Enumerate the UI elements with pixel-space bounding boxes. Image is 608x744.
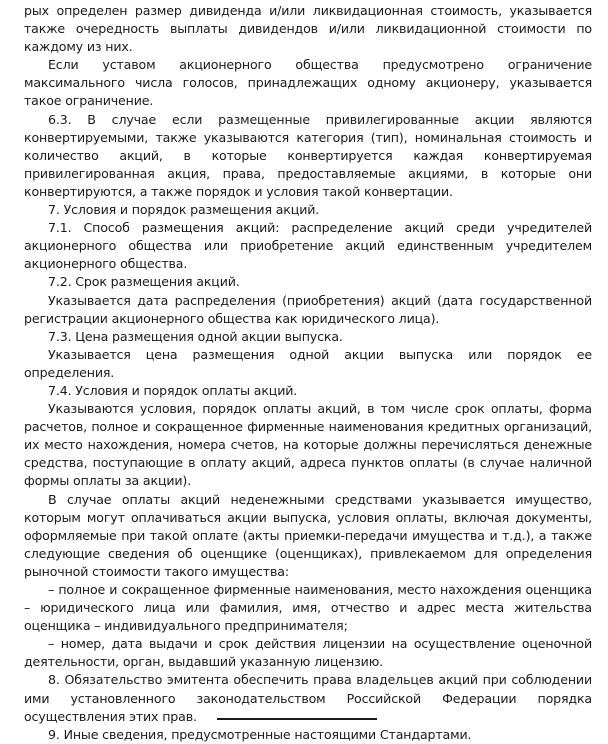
paragraph-7-2-text: Указывается дата распределения (приобретения) акций (дата государственной регистрации акционерного общества как юридического лица). [24,292,592,326]
paragraph-9-other: 9. Иные сведения, предусмотренные настоящими Стандартами. [48,726,472,742]
paragraph-7-4-text: Указываются условия, порядок оплаты акций, в том числе срок оплаты, форма расчетов, полное и сокращенное фирменные наименования кредитных организаций, их место нахождения, номера счетов, на которые должны перечисляться денежные средства, поступающие в оплату акций, адреса пунктов оплаты (в случае наличной формы оплаты за акции). [24,401,592,489]
paragraph-6-3-convertible: 6.3. В случае если размещенные привилегированные акции являются конвертируемыми, также указываются категория (тип), номинальная стоимость и количество акций, в которые конвертируется каждая конвертируемая привилегированная акция, права, предоставляемые акциями, в которые они конвертируются, а также порядок и условия такой конвертации. [24,111,592,199]
paragraph-voting-limit: Если уставом акционерного общества предусмотрено ограничение максимального числа голосов, принадлежащих одному акционеру, указывается такое ограничение. [24,57,592,109]
heading-7-4-payment: 7.4. Условия и порядок оплаты акций. [48,382,298,398]
document-page [24,2,592,744]
closing-divider [217,718,377,720]
paragraph-non-monetary-payment: В случае оплаты акций неденежными средствами указывается имущество, которым могут оплачиваться акции выпуска, условия оплаты, включая документы, оформляемые при такой оплате (акты приемки-передачи имущества и т.д.), а также следующие сведения об оценщике (оценщиках), привлекаемом для определения рыночной стоимости такого имущества: [24,491,592,579]
heading-7-2-term: 7.2. Срок размещения акций. [48,274,240,290]
heading-7-3-price: 7.3. Цена размещения одной акции выпуска. [48,328,343,344]
heading-7-placement: 7. Условия и порядок размещения акций. [48,202,320,218]
paragraph-dividend-continuation: рых определен размер дивиденда и/или ликвидационная стоимость, указывается также очередность выплаты дивидендов и/или ликвидационной стоимости по каждому из них. [24,3,592,55]
paragraph-7-1-method: 7.1. Способ размещения акций: распределение акций среди учредителей акционерного общества или приобретение акций единственным учредителем акционерного общества. [24,220,592,272]
paragraph-7-3-text: Указывается цена размещения одной акции выпуска или порядок ее определения. [24,346,592,380]
list-item-appraiser-license: – номер, дата выдачи и срок действия лицензии на осуществление оценочной деятельности, орган, выдавший указанную лицензию. [24,636,592,670]
paragraph-8-obligation: 8. Обязательство эмитента обеспечить права владельцев акций при соблюдении ими установленного законодательством Российской Федерации порядка осуществления этих прав. [24,672,592,724]
list-item-appraiser-name: – полное и сокращенное фирменные наименования, место нахождения оценщика – юридического лица или фамилия, имя, отчество и адрес места жительства оценщика – индивидуального предпринимателя; [24,582,592,634]
